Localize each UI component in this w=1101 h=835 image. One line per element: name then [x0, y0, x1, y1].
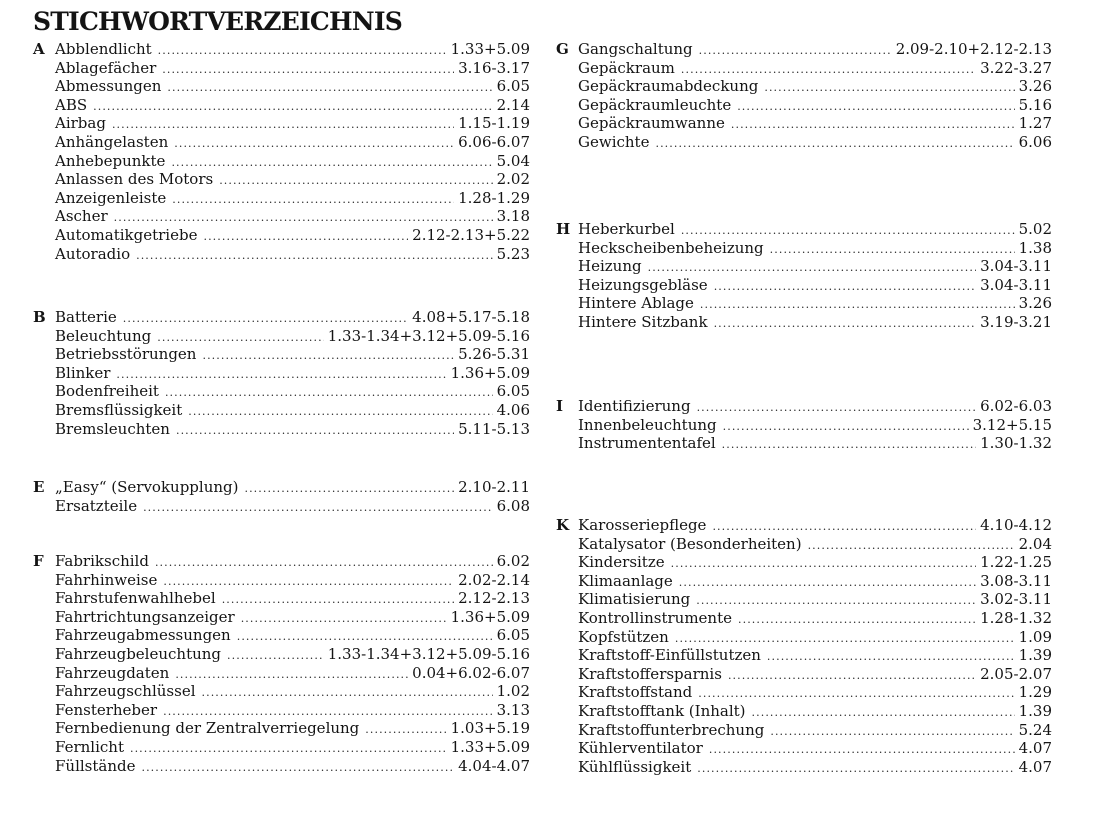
section-letter: K: [556, 516, 570, 534]
index-entry: [55, 497, 530, 516]
entry-term: Kraftstofftank (Inhalt): [578, 701, 746, 720]
index-entry: [578, 416, 1052, 435]
page-title: STICHWORTVERZEICHNIS: [33, 7, 403, 36]
entry-page-ref: 1.15-1.19: [458, 114, 530, 133]
index-entry: [578, 96, 1052, 115]
index-entry: [55, 552, 530, 571]
entry-term: Bodenfreiheit: [55, 382, 159, 401]
entry-page-ref: 3.04-3.11: [980, 275, 1052, 294]
index-entry: [578, 628, 1052, 647]
dot-leader: [130, 740, 447, 759]
dot-leader: [174, 135, 454, 154]
index-entry: [55, 757, 530, 776]
index-entry: [55, 96, 530, 115]
dot-leader: [764, 79, 1014, 98]
entry-page-ref: 1.22-1.25: [980, 553, 1052, 572]
dot-leader: [176, 422, 454, 441]
entry-term: Hintere Sitzbank: [578, 312, 708, 331]
index-entry: [55, 226, 530, 245]
entry-page-ref: 2.04: [1018, 534, 1052, 553]
index-entry: [578, 397, 1052, 416]
entry-term: Kraftstoff-Einfüllstutzen: [578, 646, 761, 665]
index-entry: [578, 59, 1052, 78]
entry-page-ref: 6.05: [496, 626, 530, 645]
entry-term: Anhebepunkte: [55, 151, 166, 170]
dot-leader: [202, 347, 454, 366]
entry-term: Karosseriepflege: [578, 516, 707, 534]
entry-term: Fahrzeugschlüssel: [55, 682, 196, 701]
entry-page-ref: 3.26: [1018, 77, 1052, 96]
entry-page-ref: 0.04+6.02-6.07: [412, 663, 530, 682]
entry-term: Fahrzeugdaten: [55, 663, 170, 682]
index-entry: [55, 682, 530, 701]
index-entry: [55, 664, 530, 683]
index-entry: [55, 420, 530, 439]
entry-term: Klimatisierung: [578, 590, 691, 609]
entry-term: Fernbedienung der Zentralverriegelung: [55, 719, 360, 738]
entry-term: Kindersitze: [578, 553, 665, 572]
entry-term: Batterie: [55, 308, 117, 326]
entry-page-ref: 1.33-1.34+3.12+5.09-5.16: [327, 326, 530, 345]
entry-page-ref: 1.28-1.32: [980, 608, 1052, 627]
index-entry: [578, 77, 1052, 96]
section-letter: A: [33, 40, 45, 58]
entry-term: Gepäckraumabdeckung: [578, 77, 759, 96]
entry-page-ref: 3.19-3.21: [980, 312, 1052, 331]
entry-term: Autoradio: [55, 244, 131, 263]
index-entry: [578, 114, 1052, 133]
dot-leader: [698, 685, 1014, 704]
entry-term: Gewichte: [578, 132, 650, 151]
entry-term: Gepäckraumleuchte: [578, 95, 732, 114]
entry-page-ref: 1.29: [1018, 683, 1052, 702]
entry-term: Beleuchtung: [55, 326, 152, 345]
entry-term: Abmessungen: [55, 77, 162, 96]
entry-term: Ascher: [55, 207, 108, 226]
index-entry: [55, 626, 530, 645]
entry-term: Fahrhinweise: [55, 570, 158, 589]
dot-leader: [697, 399, 977, 418]
entry-page-ref: 6.06-6.07: [458, 132, 530, 151]
entry-page-ref: 1.33+5.09: [450, 737, 530, 756]
entry-page-ref: 5.16: [1018, 95, 1052, 114]
index-entry: [578, 721, 1052, 740]
entry-term: Kontrollinstrumente: [578, 608, 732, 627]
index-entry: [55, 645, 530, 664]
entry-term: Bremsleuchten: [55, 419, 170, 438]
dot-leader: [241, 610, 447, 629]
section-letter: H: [556, 220, 571, 238]
entry-term: Abblendlicht: [55, 40, 152, 58]
entry-term: Betriebsstörungen: [55, 345, 197, 364]
entry-list: [55, 40, 530, 263]
entry-term: Fahrzeugabmessungen: [55, 626, 231, 645]
entry-page-ref: 1.02: [496, 682, 530, 701]
dot-leader: [738, 611, 976, 630]
entry-term: Füllstände: [55, 756, 136, 775]
index-entry: [55, 738, 530, 757]
entry-page-ref: 4.07: [1018, 757, 1052, 776]
entry-page-ref: 3.02-3.11: [980, 590, 1052, 609]
index-entry: [578, 609, 1052, 628]
entry-page-ref: 4.06: [496, 400, 530, 419]
entry-page-ref: 3.16-3.17: [458, 58, 530, 77]
entry-term: Ablagefächer: [55, 58, 157, 77]
index-entry: [55, 345, 530, 364]
entry-page-ref: 2.09-2.10+2.12-2.13: [895, 40, 1052, 58]
index-entry: [55, 114, 530, 133]
entry-page-ref: 2.14: [496, 95, 530, 114]
entry-page-ref: 4.10-4.12: [980, 516, 1052, 534]
entry-page-ref: 5.24: [1018, 720, 1052, 739]
index-entry: [55, 245, 530, 264]
index-entry: [55, 207, 530, 226]
index-entry: [578, 434, 1052, 453]
entry-page-ref: 3.22-3.27: [980, 58, 1052, 77]
index-entry: [55, 327, 530, 346]
dot-leader: [175, 666, 408, 685]
entry-page-ref: 3.08-3.11: [980, 571, 1052, 590]
entry-term: Kraftstoffunterbrechung: [578, 720, 765, 739]
index-entry: [578, 257, 1052, 276]
dot-leader: [155, 554, 493, 573]
entry-page-ref: 5.26-5.31: [458, 345, 530, 364]
entry-page-ref: 3.04-3.11: [980, 257, 1052, 276]
dot-leader: [709, 741, 1015, 760]
entry-list: [55, 478, 530, 515]
dot-leader: [93, 98, 492, 117]
index-entry: [55, 478, 530, 497]
dot-leader: [136, 247, 492, 266]
index-entry: [578, 646, 1052, 665]
entry-term: Klimaanlage: [578, 571, 673, 590]
index-entry: [578, 739, 1052, 758]
entry-term: Fernlicht: [55, 737, 124, 756]
entry-page-ref: 5.11-5.13: [458, 419, 530, 438]
entry-term: Bremsflüssigkeit: [55, 400, 183, 419]
index-entry: [55, 382, 530, 401]
entry-page-ref: 3.18: [496, 207, 530, 226]
entry-term: Blinker: [55, 363, 111, 382]
dot-leader: [203, 228, 408, 247]
entry-term: Hintere Ablage: [578, 294, 694, 313]
entry-page-ref: 1.33+5.09: [450, 40, 530, 58]
entry-term: Fahrzeugbeleuchtung: [55, 644, 222, 663]
dot-leader: [722, 436, 976, 455]
index-entry: [578, 535, 1052, 554]
entry-term: Ersatzteile: [55, 496, 138, 515]
entry-page-ref: 1.30-1.32: [980, 434, 1052, 453]
index-entry: [578, 133, 1052, 152]
dot-leader: [172, 191, 454, 210]
dot-leader: [714, 315, 977, 334]
entry-page-ref: 4.04-4.07: [458, 756, 530, 775]
entry-term: Identifizierung: [578, 397, 691, 415]
entry-page-ref: 5.23: [496, 244, 530, 263]
entry-page-ref: 6.08: [496, 496, 530, 515]
entry-term: Kraftstoffstand: [578, 683, 693, 702]
entry-list: [578, 516, 1052, 776]
entry-list: [55, 552, 530, 775]
dot-leader: [158, 42, 447, 61]
section-letter: B: [33, 308, 46, 326]
entry-page-ref: 1.36+5.09: [450, 607, 530, 626]
index-entry: [55, 77, 530, 96]
dot-leader: [731, 116, 1015, 135]
entry-page-ref: 6.06: [1018, 132, 1052, 151]
index-entry: [578, 239, 1052, 258]
entry-list: [578, 397, 1052, 453]
dot-leader: [141, 759, 454, 778]
dot-leader: [165, 384, 493, 403]
dot-leader: [219, 172, 492, 191]
entry-term: Fahrtrichtungsanzeiger: [55, 607, 235, 626]
dot-leader: [655, 135, 1014, 154]
dot-leader: [244, 480, 454, 499]
dot-leader: [700, 296, 1015, 315]
entry-page-ref: 2.10-2.11: [458, 478, 530, 496]
entry-term: Airbag: [55, 114, 106, 133]
entry-term: Anlassen des Motors: [55, 170, 214, 189]
entry-term: Anzeigenleiste: [55, 188, 167, 207]
index-entry: [55, 170, 530, 189]
index-entry: [578, 702, 1052, 721]
entry-term: ABS: [55, 95, 88, 114]
dot-leader: [679, 574, 976, 593]
dot-leader: [728, 667, 976, 686]
entry-page-ref: 4.08+5.17-5.18: [412, 308, 530, 326]
section-letter: I: [556, 397, 564, 415]
index-entry: [55, 608, 530, 627]
entry-page-ref: 1.09: [1018, 627, 1052, 646]
entry-term: „Easy“ (Servokupplung): [55, 478, 239, 496]
entry-term: Automatikgetriebe: [55, 225, 198, 244]
entry-term: Innenbeleuchtung: [578, 415, 717, 434]
entry-page-ref: 6.05: [496, 382, 530, 401]
index-entry: [55, 571, 530, 590]
entry-page-ref: 2.05-2.07: [980, 664, 1052, 683]
index-entry: [578, 294, 1052, 313]
entry-page-ref: 6.02-6.03: [980, 397, 1052, 415]
entry-page-ref: 2.02-2.14: [458, 570, 530, 589]
dot-leader: [699, 42, 892, 61]
index-entry: [578, 572, 1052, 591]
index-entry: [578, 590, 1052, 609]
entry-term: Heizungsgebläse: [578, 275, 708, 294]
entry-term: Katalysator (Besonderheiten): [578, 534, 802, 553]
dot-leader: [723, 418, 969, 437]
index-entry: [55, 401, 530, 420]
index-entry: [578, 683, 1052, 702]
entry-page-ref: 5.04: [496, 151, 530, 170]
index-entry: [55, 719, 530, 738]
index-entry: [578, 758, 1052, 777]
dot-leader: [767, 648, 1015, 667]
dot-leader: [171, 154, 492, 173]
entry-page-ref: 5.02: [1018, 220, 1052, 238]
index-entry: [55, 701, 530, 720]
dot-leader: [167, 79, 492, 98]
dot-leader: [752, 704, 1015, 723]
dot-leader: [222, 591, 454, 610]
entry-page-ref: 2.12-2.13: [458, 589, 530, 608]
index-entry: [55, 40, 530, 59]
entry-page-ref: 1.38: [1018, 238, 1052, 257]
dot-leader: [714, 278, 976, 297]
entry-page-ref: 2.02: [496, 170, 530, 189]
dot-leader: [770, 241, 1015, 260]
entry-list: [578, 40, 1052, 152]
entry-term: Kraftstoffersparnis: [578, 664, 722, 683]
entry-page-ref: 1.03+5.19: [450, 719, 530, 738]
index-entry: [578, 516, 1052, 535]
dot-leader: [162, 61, 454, 80]
entry-page-ref: 6.05: [496, 77, 530, 96]
entry-term: Heizung: [578, 257, 642, 276]
dot-leader: [188, 403, 492, 422]
entry-page-ref: 3.12+5.15: [972, 415, 1052, 434]
dot-leader: [671, 555, 977, 574]
dot-leader: [143, 499, 493, 518]
entry-term: Kühlerventilator: [578, 739, 703, 758]
entry-term: Heberkurbel: [578, 220, 675, 238]
entry-term: Kühlflüssigkeit: [578, 757, 692, 776]
entry-term: Gepäckraum: [578, 58, 675, 77]
index-entry: [578, 276, 1052, 295]
entry-term: Instrumententafel: [578, 434, 716, 453]
entry-page-ref: 1.39: [1018, 646, 1052, 665]
dot-leader: [697, 760, 1014, 779]
entry-term: Gangschaltung: [578, 40, 693, 58]
dot-leader: [696, 592, 976, 611]
entry-list: [578, 220, 1052, 332]
index-entry: [55, 589, 530, 608]
index-entry: [578, 40, 1052, 59]
index-entry: [578, 220, 1052, 239]
index-entry: [578, 553, 1052, 572]
entry-page-ref: 2.12-2.13+5.22: [412, 225, 530, 244]
section-letter: E: [33, 478, 45, 496]
entry-term: Fabrikschild: [55, 552, 149, 570]
section-letter: F: [33, 552, 44, 570]
index-entry: [55, 152, 530, 171]
section-letter: G: [556, 40, 569, 58]
dot-leader: [737, 98, 1014, 117]
entry-term: Heckscheibenbeheizung: [578, 238, 764, 257]
entry-term: Gepäckraumwanne: [578, 114, 725, 133]
entry-term: Fahrstufenwahlhebel: [55, 589, 216, 608]
entry-page-ref: 1.27: [1018, 114, 1052, 133]
index-entry: [55, 364, 530, 383]
index-entry: [55, 59, 530, 78]
entry-page-ref: 3.26: [1018, 294, 1052, 313]
dot-leader: [365, 721, 446, 740]
index-entry: [55, 189, 530, 208]
entry-page-ref: 6.02: [496, 552, 530, 570]
entry-list: [55, 308, 530, 438]
index-entry: [55, 133, 530, 152]
entry-page-ref: 1.39: [1018, 701, 1052, 720]
index-entry: [578, 313, 1052, 332]
entry-term: Fensterheber: [55, 700, 158, 719]
index-entry: [55, 308, 530, 327]
entry-page-ref: 1.36+5.09: [450, 363, 530, 382]
dot-leader: [116, 366, 446, 385]
dot-leader: [227, 647, 324, 666]
entry-page-ref: 3.13: [496, 700, 530, 719]
dot-leader: [202, 684, 493, 703]
entry-page-ref: 4.07: [1018, 739, 1052, 758]
index-entry: [578, 665, 1052, 684]
entry-term: Kopfstützen: [578, 627, 669, 646]
entry-term: Anhängelasten: [55, 132, 169, 151]
entry-page-ref: 1.28-1.29: [458, 188, 530, 207]
dot-leader: [770, 723, 1014, 742]
entry-page-ref: 1.33-1.34+3.12+5.09-5.16: [327, 644, 530, 663]
